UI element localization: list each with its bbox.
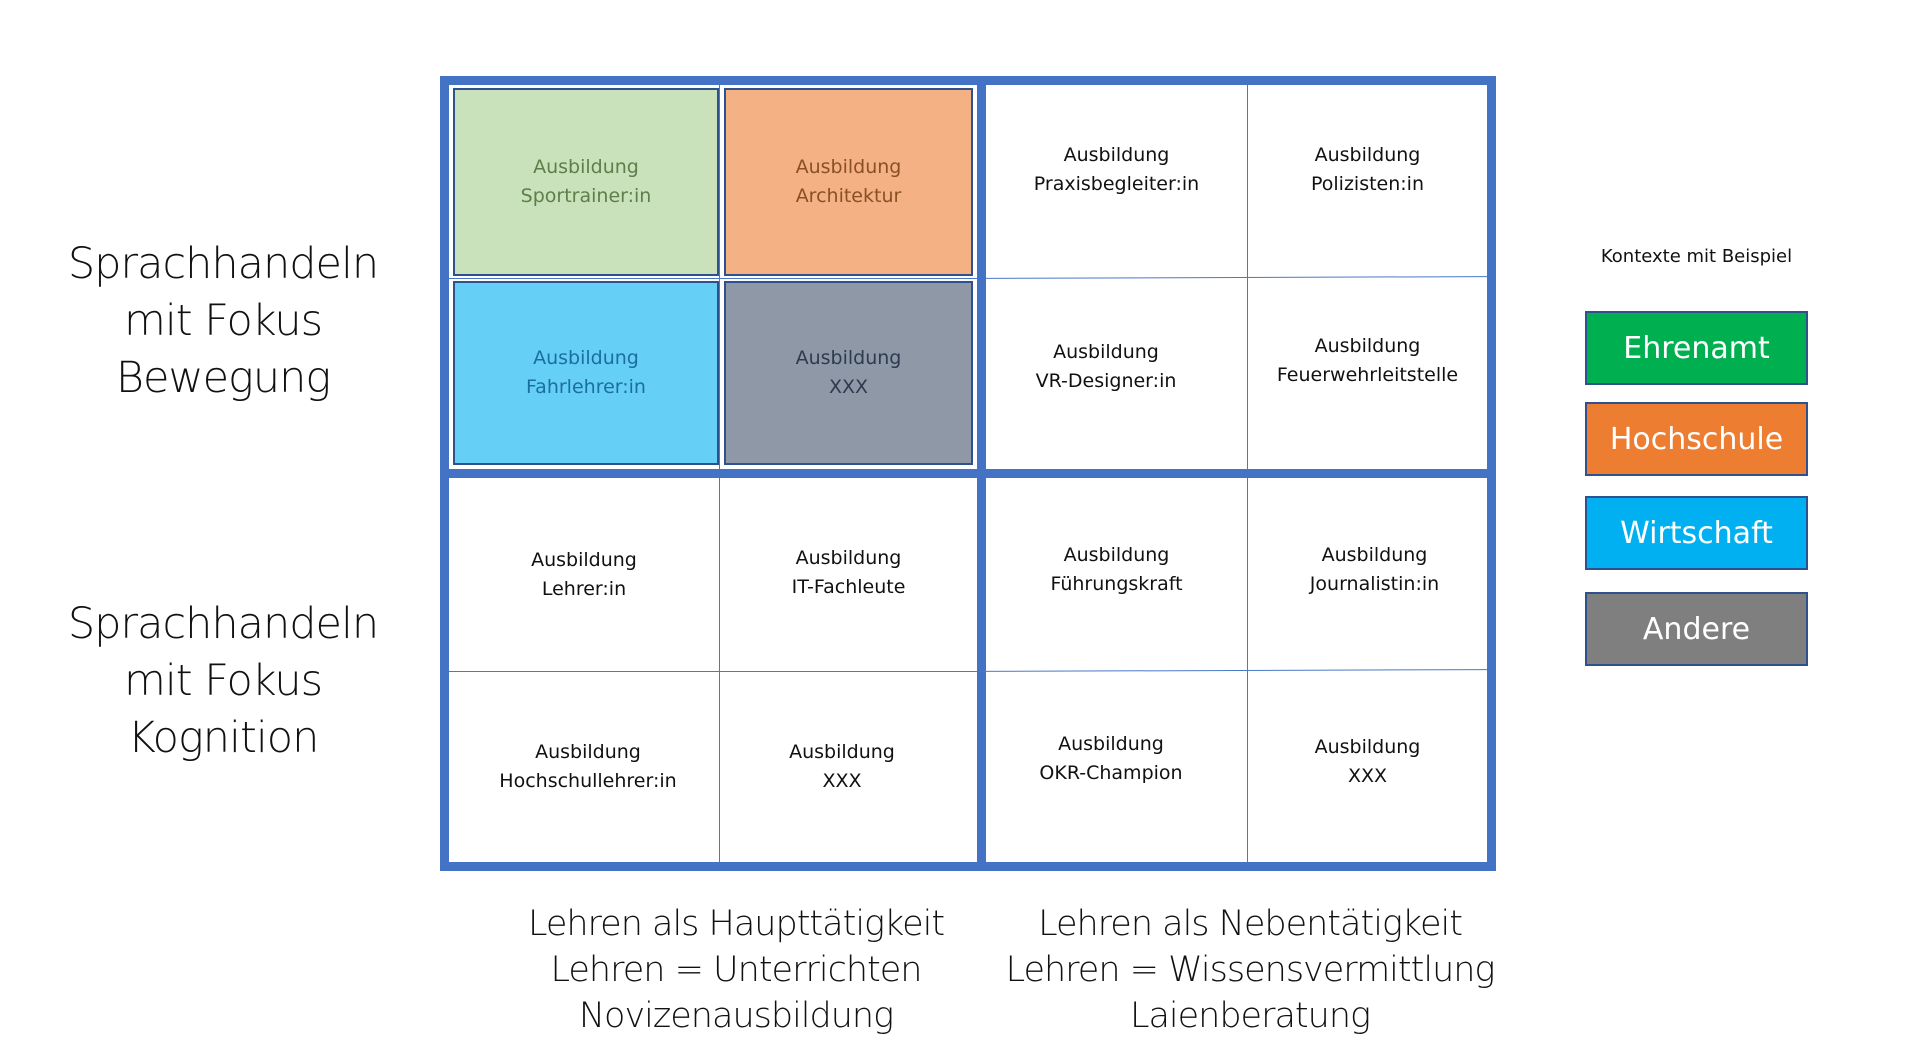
- cell-feuerwehrleitstelle: [1248, 278, 1487, 444]
- y-label-line: mit Fokus: [123, 296, 323, 346]
- y-axis-label-bewegung: [53, 236, 393, 407]
- cell-line2: Feuerwehrleitstelle: [1276, 364, 1459, 386]
- y-label-line: Kognition: [127, 713, 319, 763]
- cell-line1: Ausbildung: [1063, 543, 1170, 566]
- cell-okr-champion: [986, 672, 1236, 846]
- cell-line1: Ausbildung: [1058, 733, 1164, 755]
- cell-fuehrungskraft: [986, 478, 1247, 661]
- x-label-line: Lehren = Wissensvermittlung: [1005, 950, 1495, 990]
- cell-xxx-andere: [724, 281, 973, 465]
- cell-line1: Ausbildung: [1314, 144, 1421, 166]
- divider-line: [719, 85, 720, 469]
- legend-title: Kontexte mit Beispiel: [1600, 246, 1793, 267]
- cell-line2: Polizisten:in: [1310, 173, 1425, 195]
- cell-line2: Fahrlehrer:in: [526, 376, 646, 398]
- cell-line1: Ausbildung: [533, 347, 639, 369]
- y-label-line: mit Fokus: [123, 656, 323, 706]
- x-axis-label-haupttaetigkeit: [456, 901, 1016, 1039]
- cell-line1: Ausbildung: [1321, 543, 1428, 566]
- cell-hochschullehrer: [449, 672, 727, 862]
- cell-line2: VR-Designer:in: [1035, 370, 1177, 392]
- cell-line2: IT-Fachleute: [791, 576, 906, 598]
- cell-line2: Journalistin:in: [1309, 572, 1440, 595]
- x-label-line: Lehren als Haupttätigkeit: [527, 904, 945, 944]
- quadrant-top-right: [986, 85, 1487, 469]
- cell-line1: Ausbildung: [531, 548, 637, 571]
- legend-label: Wirtschaft: [1620, 515, 1773, 551]
- cell-line2: XXX: [822, 770, 862, 792]
- cell-it-fachleute: [720, 478, 977, 668]
- cell-line1: Ausbildung: [795, 347, 902, 369]
- y-axis-label-kognition: [53, 596, 393, 767]
- cell-architektur: [724, 88, 973, 276]
- cell-line1: Ausbildung: [789, 741, 895, 763]
- legend-item-hochschule: [1585, 402, 1808, 476]
- cell-line2: OKR-Champion: [1039, 762, 1183, 784]
- cell-line2: Lehrer:in: [541, 577, 627, 600]
- x-label-line: Lehren = Unterrichten: [550, 950, 922, 990]
- cell-line1: Ausbildung: [795, 547, 902, 569]
- cell-line2: XXX: [828, 376, 869, 398]
- cell-line1: Ausbildung: [795, 156, 902, 178]
- divider-line: [449, 278, 977, 279]
- cell-sportrainer: [453, 88, 719, 276]
- cell-line1: Ausbildung: [1053, 341, 1159, 363]
- cell-vr-designer: [986, 278, 1226, 456]
- cell-line2: Sportrainer:in: [520, 185, 652, 207]
- y-label-line: Sprachhandeln: [67, 599, 379, 649]
- legend-item-andere: [1585, 592, 1808, 666]
- x-axis-label-nebentaetigkeit: [970, 901, 1530, 1039]
- quadrant-bottom-left: [449, 478, 977, 862]
- y-label-line: Bewegung: [115, 353, 331, 403]
- cell-line1: Ausbildung: [1063, 144, 1170, 166]
- cell-xxx-bottom-left: [720, 672, 964, 862]
- legend-item-ehrenamt: [1585, 311, 1808, 385]
- cell-line2: Führungskraft: [1050, 572, 1183, 595]
- x-label-line: Laienberatung: [1129, 996, 1371, 1036]
- cell-line2: XXX: [1347, 765, 1388, 787]
- cell-journalistin: [1248, 478, 1501, 661]
- cell-line1: Ausbildung: [533, 156, 639, 178]
- legend-label: Ehrenamt: [1623, 330, 1770, 366]
- cell-xxx-bottom-right: [1248, 672, 1487, 852]
- cell-line1: Ausbildung: [1314, 736, 1421, 758]
- cell-line2: Praxisbegleiter:in: [1033, 173, 1200, 195]
- matrix-grid: [440, 76, 1496, 871]
- cell-lehrer: [449, 478, 719, 671]
- cell-line2: Architektur: [795, 185, 902, 207]
- cell-line1: Ausbildung: [535, 741, 641, 763]
- cell-praxisbegleiter: [986, 85, 1247, 255]
- x-label-line: Novizenausbildung: [578, 996, 894, 1036]
- quadrant-top-left: [449, 85, 977, 469]
- cell-line1: Ausbildung: [1314, 335, 1421, 357]
- quadrant-bottom-right: [986, 478, 1487, 862]
- cell-polizisten: [1248, 85, 1487, 255]
- y-label-line: Sprachhandeln: [67, 239, 379, 289]
- legend-label: Andere: [1642, 611, 1751, 647]
- legend-item-wirtschaft: [1585, 496, 1808, 570]
- center-horizontal-divider: [449, 469, 1487, 478]
- cell-line2: Hochschullehrer:in: [499, 770, 677, 792]
- cell-fahrlehrer: [453, 281, 719, 465]
- legend-label: Hochschule: [1609, 421, 1784, 457]
- x-label-line: Lehren als Nebentätigkeit: [1038, 904, 1462, 944]
